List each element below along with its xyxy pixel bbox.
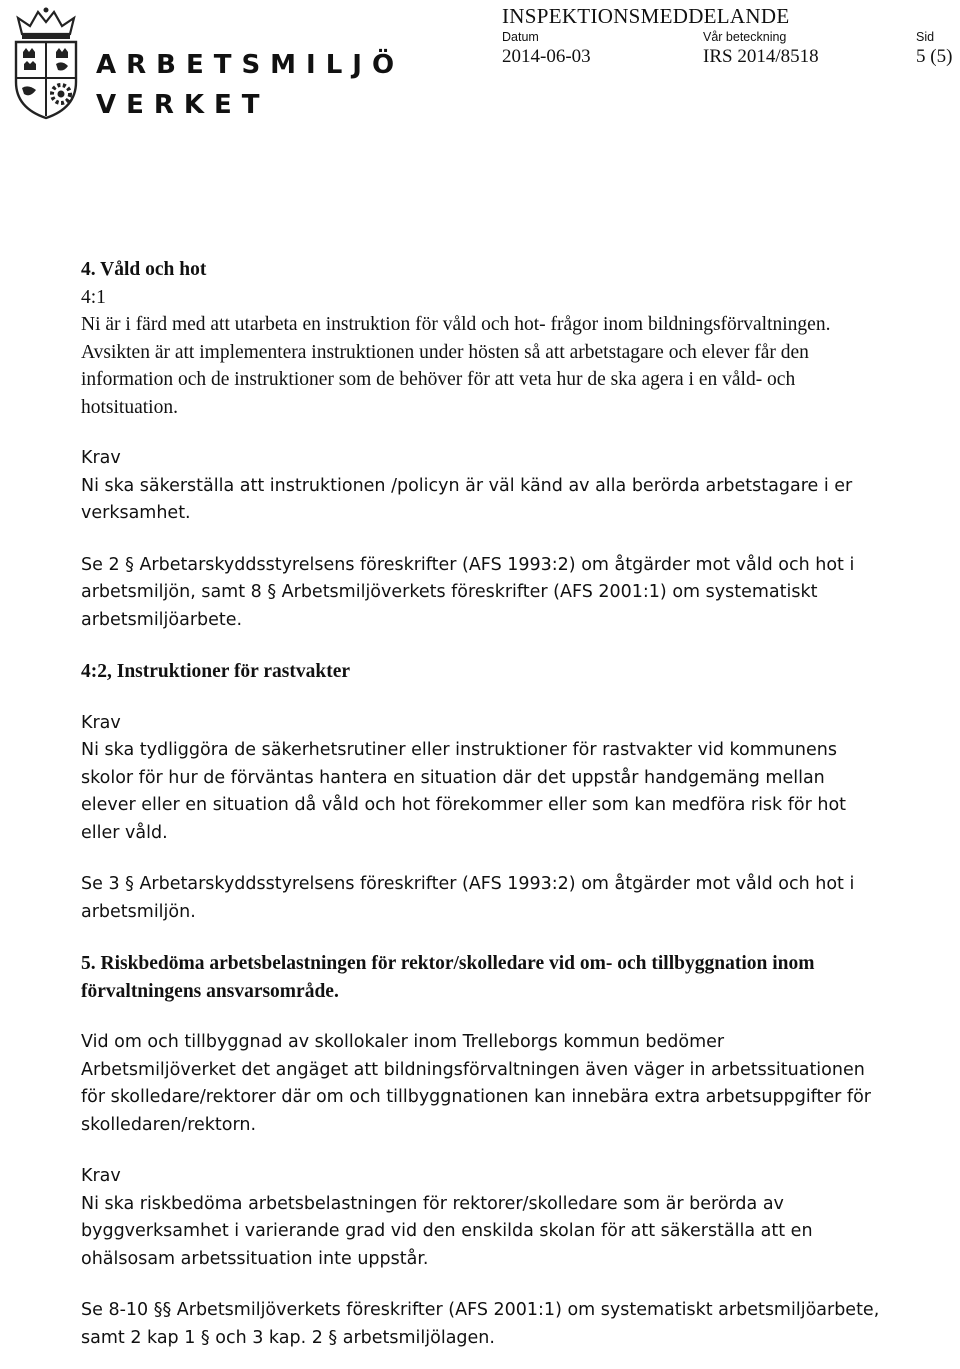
section-5-text: Vid om och tillbyggnad av skollokaler inom Trelleborgs kommun bedömer Arbetsmiljöverket det angäget att bildningsförvaltningen även väger in arbetssituationen för skolledare/rektorer där om och tillbyggnationen kan innebära extra arbetsuppgifter för skolledaren/rektorn. bbox=[81, 1032, 871, 1135]
document-date: 2014-06-03 bbox=[502, 46, 591, 67]
org-name-line2: VERKET bbox=[96, 90, 270, 120]
document-reference: IRS 2014/8518 bbox=[703, 46, 819, 67]
section-4-1-text: Ni är i färd med att utarbeta en instruktion för våld och hot- frågor inom bildningsförvaltningen. Avsikten är att implementera instruktionen under hösten så att arbetstagare och elever får den information och de instruktioner som de behöver för att veta hur de ska agera i en våld- och hotsituation. bbox=[81, 314, 831, 418]
krav-text: Ni ska tydliggöra de säkerhetsrutiner eller instruktioner för rastvakter vid kommunens skolor för hur de förväntas hantera en situation där det uppstår handgemäng mellan elever eller en situation då våld och hot förekommer eller som kan medföra risk för hot eller våld. bbox=[81, 740, 847, 843]
krav-text: Ni ska säkerställa att instruktionen /policyn är väl känd av alla berörda arbetstagare i er verksamhet. bbox=[81, 475, 853, 523]
krav-label: Krav bbox=[81, 1166, 121, 1186]
org-name-line1: ARBETSMILJÖ bbox=[96, 50, 405, 80]
legal-reference: Se 8-10 §§ Arbetsmiljöverkets föreskrifter (AFS 2001:1) om systematiskt arbetsmiljöarbete, samt 2 kap 1 § och 3 kap. 2 § arbetsmiljölagen. bbox=[81, 1300, 880, 1348]
section-4-1-label: 4:1 bbox=[81, 286, 106, 308]
legal-reference: Se 3 § Arbetarskyddsstyrelsens föreskrifter (AFS 1993:2) om åtgärder mot våld och hot i arbetsmiljön. bbox=[81, 874, 855, 922]
section-5-heading: 5. Riskbedöma arbetsbelastningen för rektor/skolledare vid om- och tillbyggnation inom förvaltningens ansvarsområde. bbox=[81, 953, 815, 1002]
reference-label: Vår beteckning bbox=[703, 30, 787, 44]
page-label: Sid bbox=[916, 30, 935, 44]
date-label: Datum bbox=[502, 30, 539, 44]
legal-reference: Se 2 § Arbetarskyddsstyrelsens föreskrifter (AFS 1993:2) om åtgärder mot våld och hot i arbetsmiljön, samt 8 § Arbetsmiljöverkets föreskrifter (AFS 2001:1) om systematiskt arbetsmiljöarbete. bbox=[81, 554, 855, 630]
krav-text: Ni ska riskbedöma arbetsbelastningen för rektorer/skolledare som är berörda av byggverksamhet i varierande grad vid den enskilda skolan för att säkerställa att en ohälsosam arbetssituation inte uppstår. bbox=[81, 1193, 813, 1269]
section-4-heading: 4. Våld och hot bbox=[81, 259, 207, 280]
krav-label: Krav bbox=[81, 712, 121, 733]
agency-logo bbox=[8, 6, 405, 126]
document-body bbox=[81, 256, 881, 1352]
section-4-2-heading: 4:2, Instruktioner för rastvakter bbox=[81, 661, 351, 682]
krav-label: Krav bbox=[81, 448, 121, 468]
document-type: INSPEKTIONSMEDDELANDE bbox=[502, 4, 790, 28]
crown-emblem-icon bbox=[8, 6, 84, 122]
page-number: 5 (5) bbox=[916, 46, 953, 67]
